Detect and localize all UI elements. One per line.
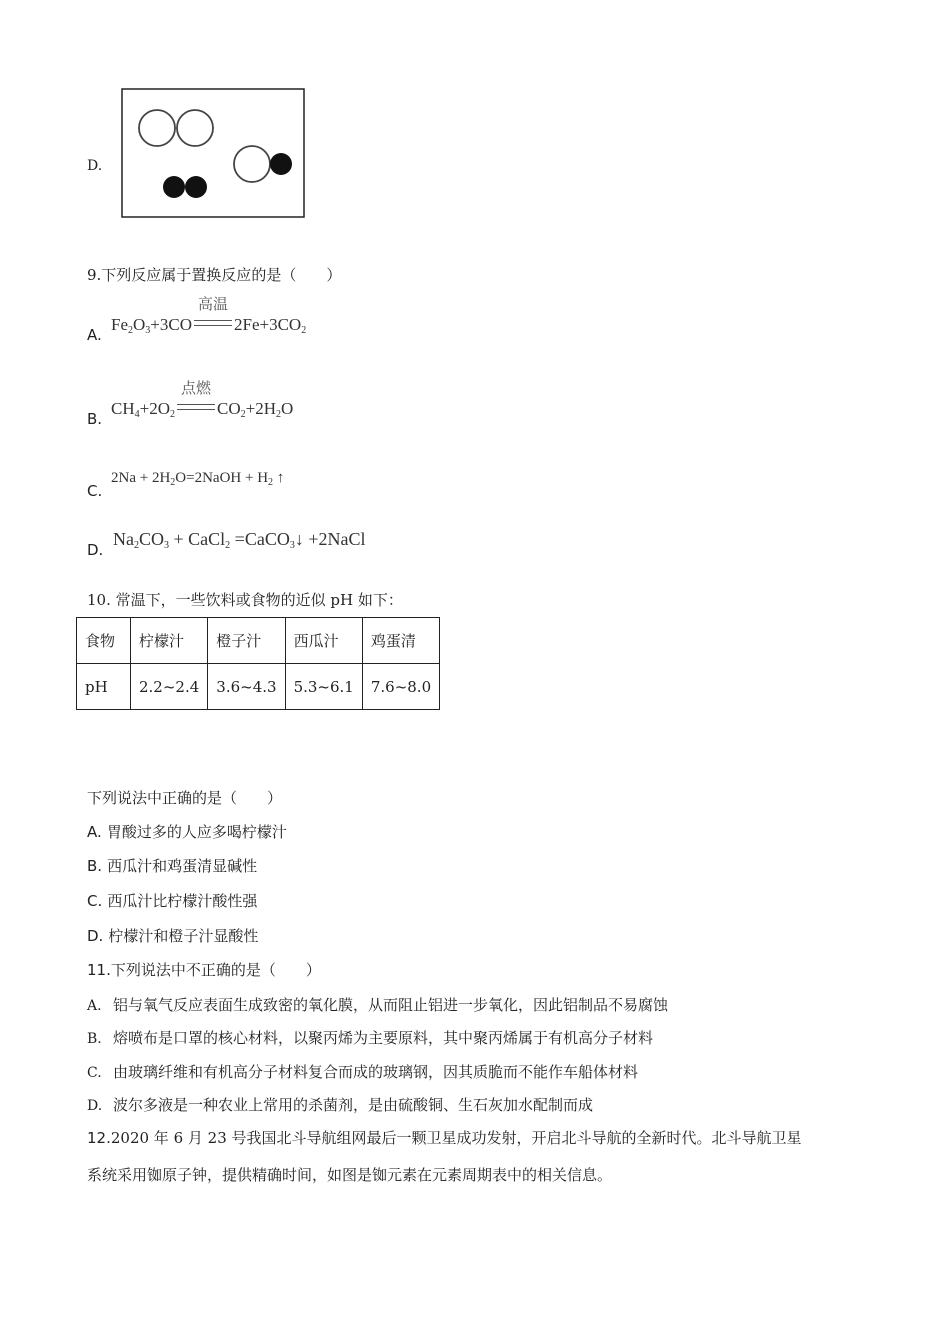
q11-option-a: A. 铝与氧气反应表面生成致密的氧化膜，从而阻止铝进一步氧化，因此铝制品不易腐蚀 <box>87 996 669 1014</box>
table-row <box>77 664 440 710</box>
q9-option-a-equation: $Fe_2O_3+3CO$ 高温 $2Fe+3CO_2$ <box>111 295 307 336</box>
q11-option-b: B. 熔喷布是口罩的核心材料，以聚丙烯为主要原料，其中聚丙烯属于有机高分子材料 <box>87 1029 654 1047</box>
reaction-condition: 高温 <box>194 315 232 335</box>
q9-option-d-label: D. <box>87 541 104 559</box>
q10-stem: 10. 常温下，一些饮料或食物的近似 pH 如下： <box>87 591 403 609</box>
q10-option-d: D. 柠檬汁和橙子汁显酸性 <box>87 927 259 945</box>
q12-stem-line1: 12.2020 年 6 月 23 号我国北斗导航组网最后一颗卫星成功发射，开启北斗导航的全新时代。北斗导航卫星 <box>87 1129 802 1147</box>
q11-stem: 11.下列说法中不正确的是（ ） <box>87 961 321 979</box>
table-cell: 7.6~8.0 <box>362 664 439 710</box>
diagram-frame <box>122 89 304 217</box>
q9-option-d-equation: $Na_2CO_3$ + CaCl$_2$ =CaCO$_3$↓ +2NaCl <box>113 529 366 551</box>
q9-option-c-equation: $2Na + 2H_2O=2NaOH + H_2$ ↑ <box>111 470 285 488</box>
q10-option-b: B. 西瓜汁和鸡蛋清显碱性 <box>87 857 258 875</box>
table-cell: 鸡蛋清 <box>362 618 439 664</box>
black-atom <box>163 176 185 198</box>
q9-option-c-label: C. <box>87 482 103 500</box>
white-atom <box>177 110 213 146</box>
q9-stem: 9.下列反应属于置换反应的是（ ） <box>87 266 342 284</box>
q10-question: 下列说法中正确的是（ ） <box>87 789 283 807</box>
ph-table <box>76 617 440 710</box>
q8-option-d-label: D. <box>87 158 103 174</box>
table-cell: pH <box>77 664 131 710</box>
q9-option-a-label: A. <box>87 326 102 344</box>
table-cell: 橙子汁 <box>208 618 285 664</box>
table-cell: 2.2~2.4 <box>131 664 208 710</box>
black-atom <box>185 176 207 198</box>
white-atom <box>234 146 270 182</box>
table-cell: 西瓜汁 <box>285 618 362 664</box>
black-atom <box>270 153 292 175</box>
reaction-condition: 点燃 <box>177 399 215 419</box>
q10-option-a: A. 胃酸过多的人应多喝柠檬汁 <box>87 823 287 841</box>
table-cell: 柠檬汁 <box>131 618 208 664</box>
table-header-row <box>77 618 440 664</box>
molecule-diagram <box>121 88 306 219</box>
q9-option-b-equation: $CH_4+2O_2$ 点燃 $CO_2+2H_2O$ <box>111 379 294 420</box>
table-cell: 食物 <box>77 618 131 664</box>
q11-option-c: C. 由玻璃纤维和有机高分子材料复合而成的玻璃钢，因其质脆而不能作车船体材料 <box>87 1063 639 1081</box>
q12-stem-line2: 系统采用铷原子钟，提供精确时间，如图是铷元素在元素周期表中的相关信息。 <box>87 1166 613 1184</box>
white-atom <box>139 110 175 146</box>
q11-option-d: D. 波尔多液是一种农业上常用的杀菌剂，是由硫酸铜、生石灰加水配制而成 <box>87 1096 594 1114</box>
table-cell: 3.6~4.3 <box>208 664 285 710</box>
q10-option-c: C. 西瓜汁比柠檬汁酸性强 <box>87 892 258 910</box>
table-cell: 5.3~6.1 <box>285 664 362 710</box>
q9-option-b-label: B. <box>87 410 103 428</box>
